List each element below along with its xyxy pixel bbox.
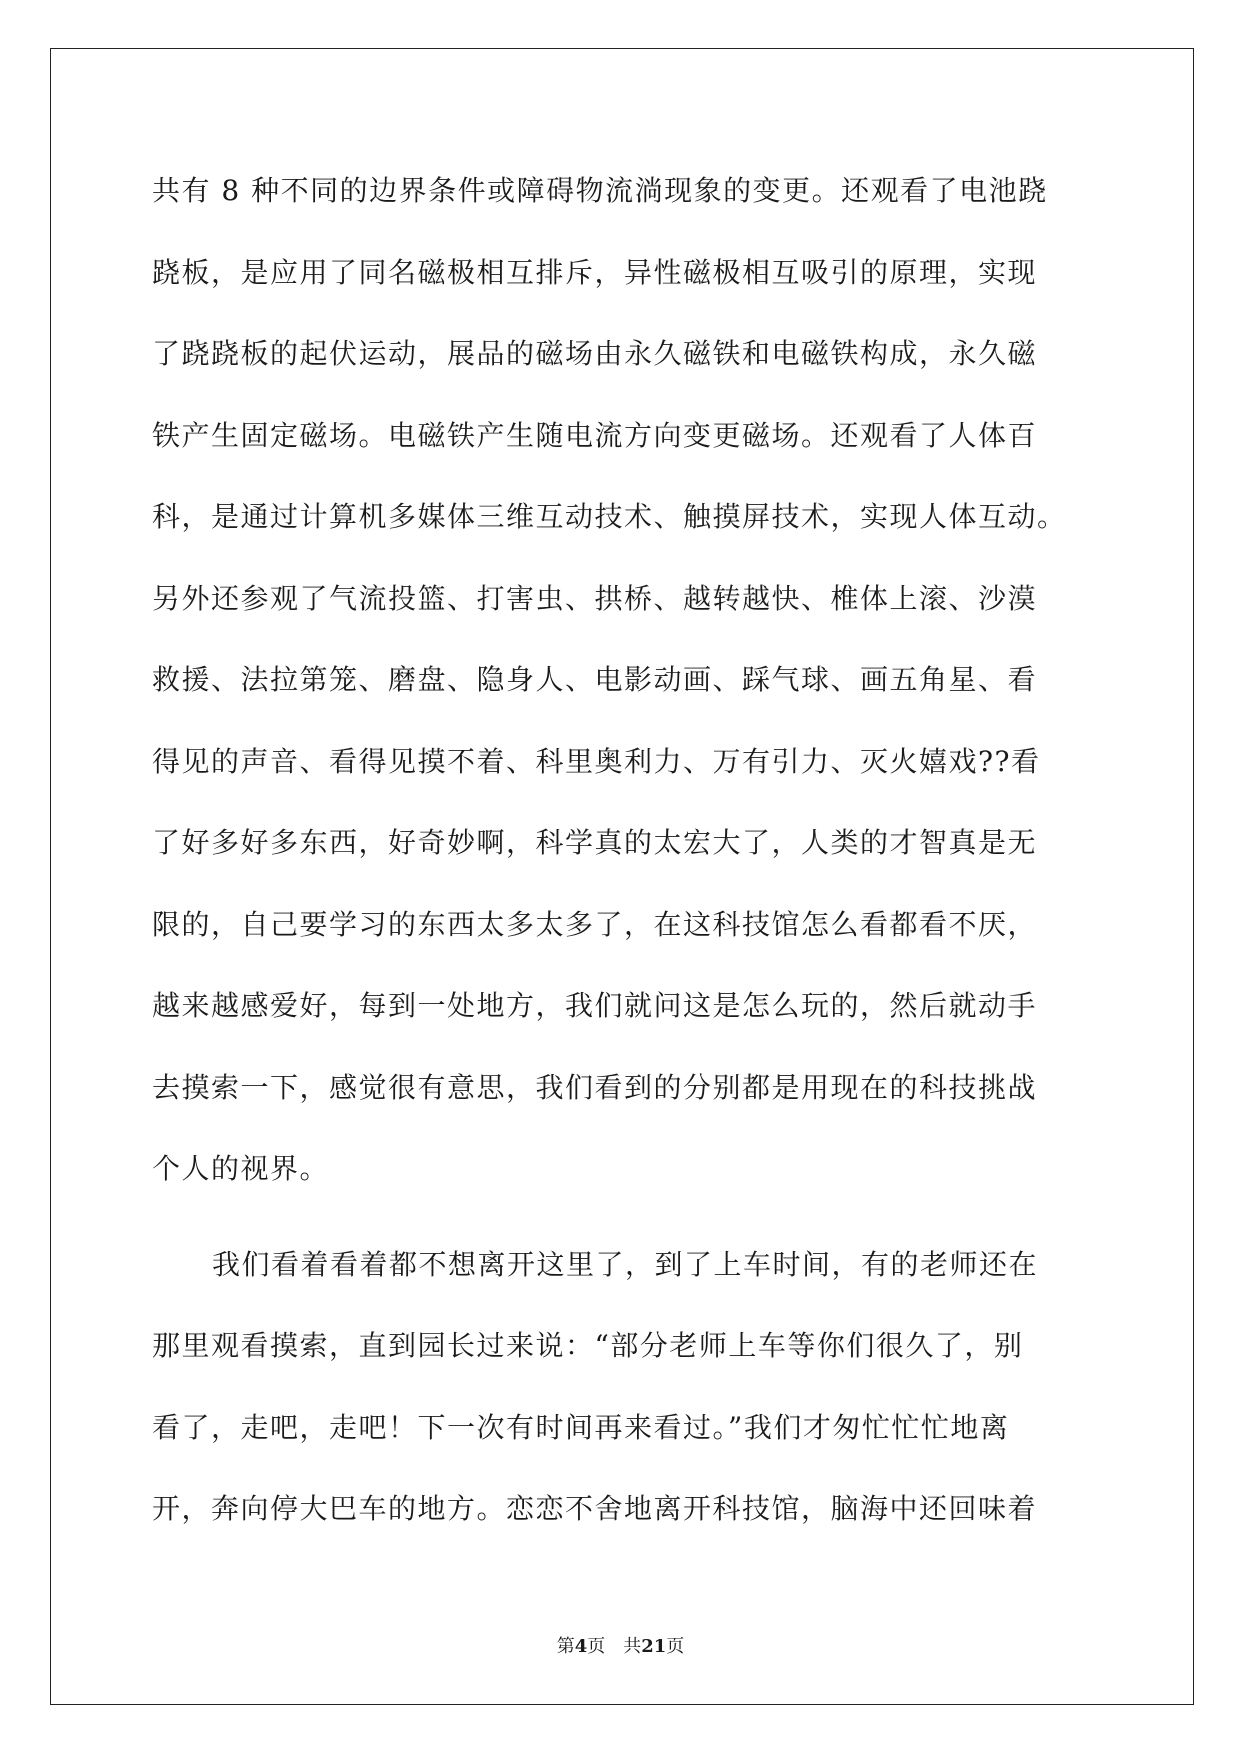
text-line: 越来越感爱好，每到一处地方，我们就问这是怎么玩的，然后就动手 <box>152 989 1038 1022</box>
text-line: 救援、法拉第笼、磨盘、隐身人、电影动画、踩气球、画五角星、看 <box>152 663 1038 696</box>
text-line: 我们看着看着都不想离开这里了，到了上车时间，有的老师还在 <box>212 1247 1039 1281</box>
text-line: 了好多好多东西，好奇妙啊，科学真的太宏大了，人类的才智真是无 <box>152 826 1038 859</box>
text-line: 铁产生固定磁场。电磁铁产生随电流方向变更磁场。还观看了人体百 <box>152 418 1038 452</box>
text-line: 另外还参观了气流投篮、打害虫、拱桥、越转越快、椎体上滚、沙漠 <box>152 581 1038 615</box>
paragraph-1 <box>152 166 1092 1226</box>
footer-total-suffix: 页 <box>666 1636 685 1657</box>
page-footer <box>0 1632 1241 1658</box>
footer-total-prefix: 共 <box>623 1636 642 1657</box>
text-line: 得见的声音、看得见摸不着、科里奥利力、万有引力、灭火嬉戏??看 <box>152 744 1041 778</box>
paragraph-2 <box>152 1240 1092 1566</box>
page-number: 4 <box>574 1636 588 1657</box>
text-line: 共有 8 种不同的边界条件或障碍物流淌现象的变更。还观看了电池跷 <box>152 174 1048 207</box>
footer-prefix: 第 <box>556 1636 575 1657</box>
text-line: 跷板，是应用了同名磁极相互排斥，异性磁极相互吸引的原理，实现 <box>152 255 1038 289</box>
text-line: 限的，自己要学习的东西太多太多了，在这科技馆怎么看都看不厌， <box>152 907 1038 941</box>
text-line: 开，奔向停大巴车的地方。恋恋不舍地离开科技馆，脑海中还回味着 <box>152 1492 1038 1525</box>
text-line: 科，是通过计算机多媒体三维互动技术、触摸屏技术，实现人体互动。 <box>152 500 1067 533</box>
total-pages: 21 <box>641 1636 667 1657</box>
footer-page-suffix: 页 <box>587 1636 606 1657</box>
text-line: 了跷跷板的起伏运动，展品的磁场由永久磁铁和电磁铁构成，永久磁 <box>152 337 1038 370</box>
text-line: 个人的视界。 <box>152 1152 330 1185</box>
text-line: 那里观看摸索，直到园长过来说：“部分老师上车等你们很久了，别 <box>152 1329 1024 1362</box>
text-line: 看了，走吧，走吧！下一次有时间再来看过。”我们才匆忙忙忙地离 <box>152 1410 1010 1444</box>
text-line: 去摸索一下，感觉很有意思，我们看到的分别都是用现在的科技挑战 <box>152 1070 1038 1104</box>
document-body <box>152 166 1092 1566</box>
